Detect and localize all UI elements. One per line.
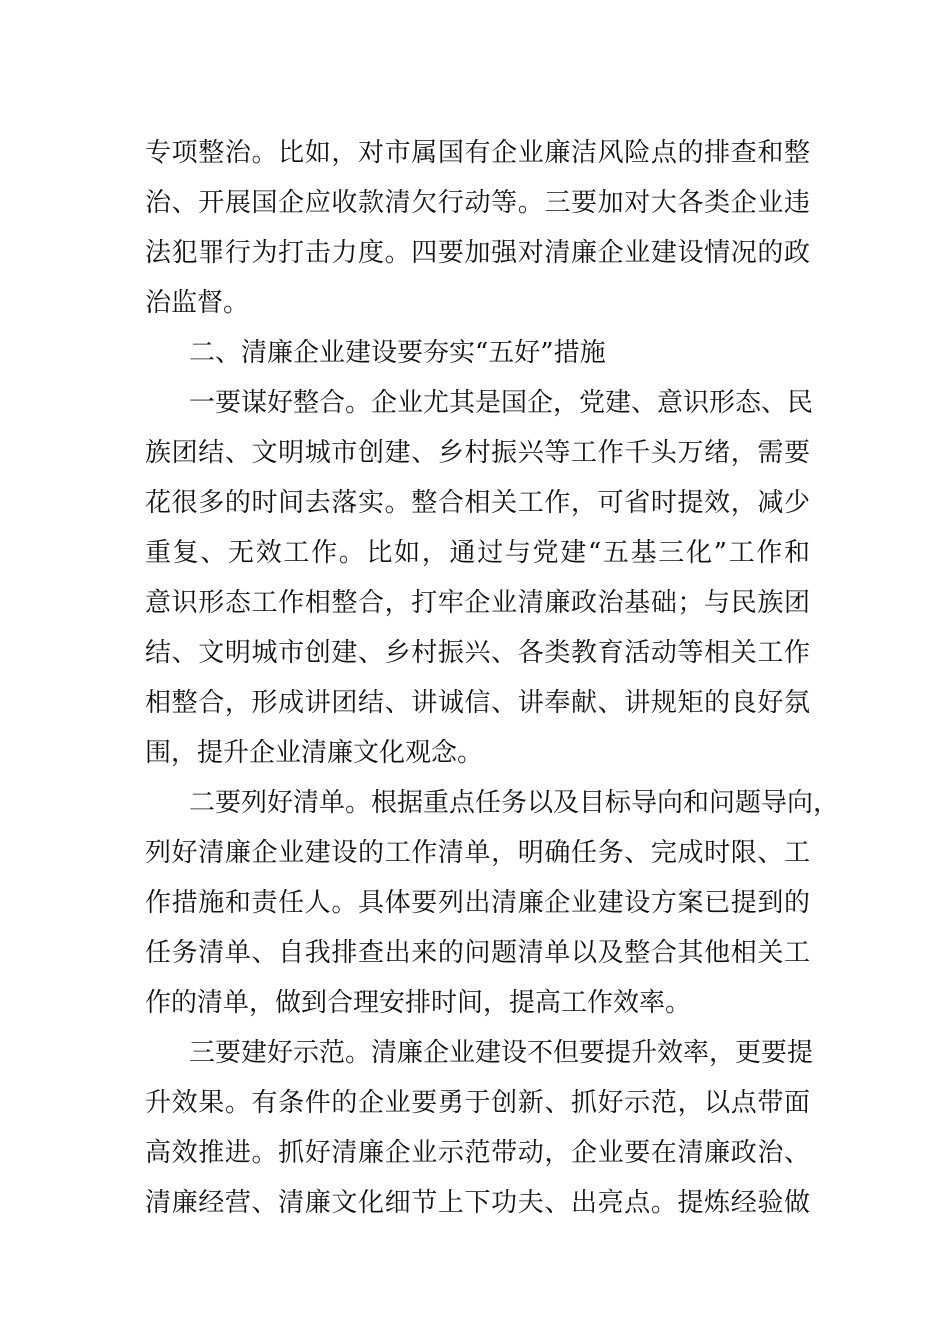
text-line: 列好清廉企业建设的工作清单，明确任务、完成时限、工 [145,838,810,868]
text-line: 清廉经营、清廉文化细节上下功夫、出亮点。提炼经验做 [145,1188,810,1218]
document-body [145,128,840,1228]
text-line: 结、文明城市创建、乡村振兴、各类教育活动等相关工作 [145,638,810,668]
text-line: 相整合，形成讲团结、讲诚信、讲奉献、讲规矩的良好氛 [145,688,810,718]
text-line: 一要谋好整合。企业尤其是国企，党建、意识形态、民 [189,388,814,418]
text-line: 法犯罪行为打击力度。四要加强对清廉企业建设情况的政 [145,238,810,268]
text-line: 任务清单、自我排查出来的问题清单以及整合其他相关工 [145,938,810,968]
text-line: 作的清单，做到合理安排时间，提高工作效率。 [145,988,692,1018]
section-heading: 二、清廉企业建设要夯实“五好”措施 [189,338,606,368]
text-line: 花很多的时间去落实。整合相关工作，可省时提效，减少 [145,488,810,518]
text-line: 三要建好示范。清廉企业建设不但要提升效率，更要提 [189,1038,814,1068]
text-line: 治监督。 [145,288,250,318]
text-line: 族团结、文明城市创建、乡村振兴等工作千头万绪，需要 [145,438,810,468]
text-line: 二要列好清单。根据重点任务以及目标导向和问题导向， [189,788,840,818]
text-line: 升效果。有条件的企业要勇于创新、抓好示范，以点带面 [145,1088,810,1118]
text-line: 围，提升企业清廉文化观念。 [145,738,484,768]
text-line: 治、开展国企应收款清欠行动等。三要加对大各类企业违 [145,188,810,218]
text-line: 作措施和责任人。具体要列出清廉企业建设方案已提到的 [145,888,810,918]
text-line: 重复、无效工作。比如，通过与党建“五基三化”工作和 [145,538,810,568]
text-line: 高效推进。抓好清廉企业示范带动，企业要在清廉政治、 [145,1138,810,1168]
text-line: 意识形态工作相整合，打牢企业清廉政治基础；与民族团 [145,588,810,618]
text-line: 专项整治。比如，对市属国有企业廉洁风险点的排查和整 [145,138,810,168]
